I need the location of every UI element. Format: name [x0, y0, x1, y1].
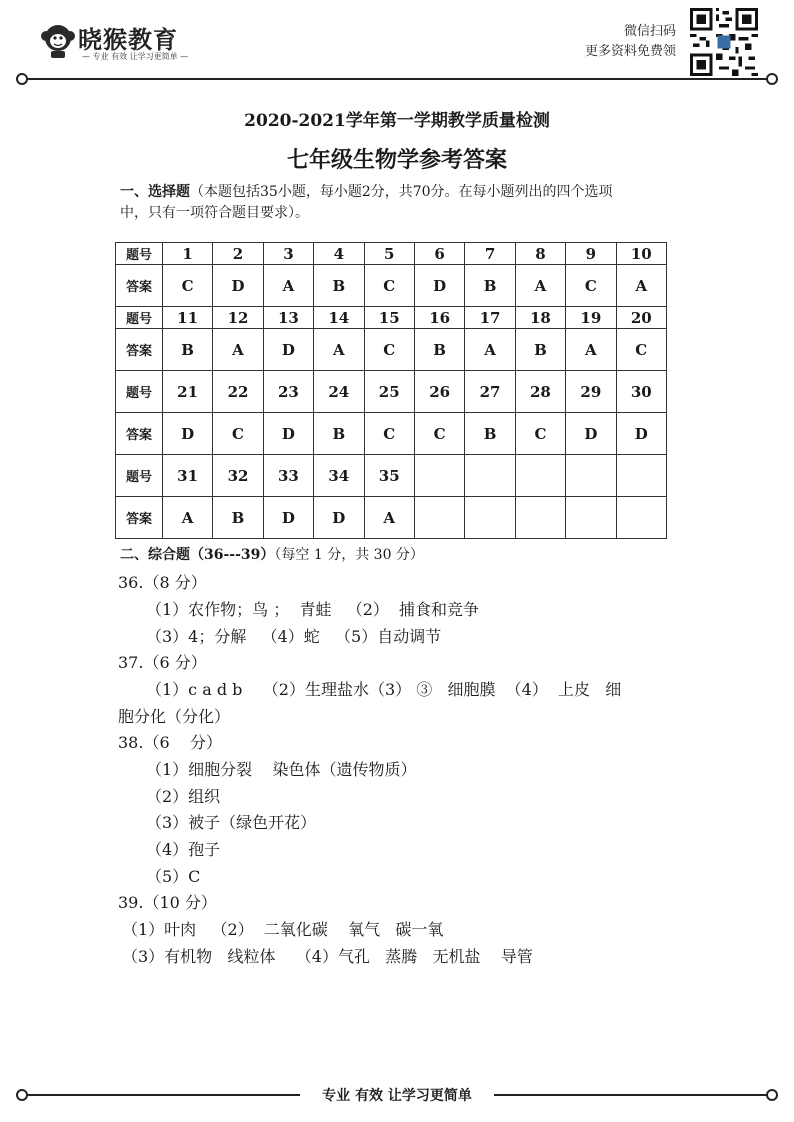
section2-heading: 二、综合题（36---39） [120, 547, 275, 563]
answer-cell: C [414, 413, 464, 455]
answer-cell: B [314, 265, 364, 307]
answer-line: （2）组织 [146, 787, 221, 806]
answer-cell: B [314, 413, 364, 455]
question-number: 8 [515, 243, 565, 265]
row-label-number: 题号 [116, 371, 163, 413]
answer-cell: C [566, 265, 616, 307]
answer-line: 胞分化（分化） [118, 707, 231, 726]
question-number: 2 [213, 243, 263, 265]
answer-line: （3）被子（绿色开花） [146, 813, 317, 832]
question-number: 7 [465, 243, 515, 265]
answer-line: （4）孢子 [146, 840, 221, 859]
answer-line: （1）c a d b （2）生理盐水（3） ③ 细胞膜 （4） 上皮 细 [146, 680, 622, 699]
answer-cell: D [566, 413, 616, 455]
question-number: 13 [263, 307, 313, 329]
row-label-answer: 答案 [116, 329, 163, 371]
answer-line: （3）有机物 线粒体 （4）气孔 蒸腾 无机盐 导管 [122, 947, 533, 966]
answer-cell: B [465, 413, 515, 455]
answer-cell: B [515, 329, 565, 371]
footer-slogan: 专业 有效 让学习更简单 [322, 1088, 472, 1104]
answer-cell: B [414, 329, 464, 371]
answer-line: （5）C [146, 867, 201, 886]
answer-cell: C [616, 329, 666, 371]
question-number: 14 [314, 307, 364, 329]
question-number: 21 [162, 371, 212, 413]
row-label-answer: 答案 [116, 413, 163, 455]
section2-note: （每空 1 分，共 30 分） [274, 547, 424, 563]
answer-line: 38.（6 分） [118, 733, 222, 752]
question-number: 26 [414, 371, 464, 413]
question-number: 3 [263, 243, 313, 265]
question-number: 1 [162, 243, 212, 265]
question-number: 28 [515, 371, 565, 413]
answer-cell: A [616, 265, 666, 307]
question-number: 15 [364, 307, 414, 329]
answer-cell: C [364, 413, 414, 455]
answer-line: （1）叶肉 （2） 二氧化碳 氧气 碳一氧 [122, 920, 444, 939]
answer-cell: D [414, 265, 464, 307]
row-label-answer: 答案 [116, 497, 163, 539]
question-number: 12 [213, 307, 263, 329]
question-number: 32 [213, 455, 263, 497]
question-number: 20 [616, 307, 666, 329]
answer-cell: D [263, 413, 313, 455]
answer-cell: A [465, 329, 515, 371]
question-number: 5 [364, 243, 414, 265]
answer-cell: D [616, 413, 666, 455]
answer-cell: A [515, 265, 565, 307]
question-number: 16 [414, 307, 464, 329]
answer-line: （1）农作物；鸟 ； 青蛙 （2） 捕食和竞争 [146, 600, 480, 619]
answer-cell: A [566, 329, 616, 371]
question-number: 10 [616, 243, 666, 265]
row-label-answer: 答案 [116, 265, 163, 307]
answer-cell: D [213, 265, 263, 307]
row-label-number: 题号 [116, 243, 163, 265]
question-number: 27 [465, 371, 515, 413]
question-number: 25 [364, 371, 414, 413]
answer-cell: A [364, 497, 414, 539]
answer-cell: A [213, 329, 263, 371]
question-number: 4 [314, 243, 364, 265]
question-number: 30 [616, 371, 666, 413]
answer-cell: D [162, 413, 212, 455]
question-number: 23 [263, 371, 313, 413]
question-number: 22 [213, 371, 263, 413]
answer-cell: A [314, 329, 364, 371]
question-number: 6 [414, 243, 464, 265]
question-number: 18 [515, 307, 565, 329]
answer-cell: C [364, 329, 414, 371]
answer-cell: C [213, 413, 263, 455]
question-number: 17 [465, 307, 515, 329]
answer-cell: B [213, 497, 263, 539]
row-label-number: 题号 [116, 307, 163, 329]
answer-line: （1）细胞分裂 染色体（遗传物质） [146, 760, 417, 779]
page-title: 2020-2021学年第一学期教学质量检测 [244, 111, 550, 131]
answer-line: 37.（6 分） [118, 653, 207, 672]
answer-cell: D [314, 497, 364, 539]
question-number: 29 [566, 371, 616, 413]
qr-caption-line2: 更多资料免费领 [584, 44, 676, 59]
answer-cell: B [162, 329, 212, 371]
question-number: 34 [314, 455, 364, 497]
qr-caption-line1: 微信扫码 [623, 24, 676, 39]
answer-line: （3）4；分解 （4）蛇 （5）自动调节 [146, 627, 442, 646]
answer-cell: D [263, 329, 313, 371]
section1-note: （本题包括35小题，每小题2分，共70分。在每小题列出的四个选项 [190, 184, 613, 200]
answer-cell: B [465, 265, 515, 307]
section1-heading: 一、选择题 [120, 184, 190, 200]
page-subtitle: 七年级生物学参考答案 [286, 147, 507, 173]
question-number: 24 [314, 371, 364, 413]
answer-line: 36.（8 分） [118, 573, 207, 592]
row-label-number: 题号 [116, 455, 163, 497]
question-number: 11 [162, 307, 212, 329]
question-number: 35 [364, 455, 414, 497]
question-number: 9 [566, 243, 616, 265]
answer-cell: C [515, 413, 565, 455]
answer-cell: C [364, 265, 414, 307]
question-number: 19 [566, 307, 616, 329]
answer-cell: A [263, 265, 313, 307]
section1-note-cont: 中，只有一项符合题目要求）。 [120, 205, 309, 221]
brand-name: 晓猴教育 [78, 26, 178, 54]
question-number: 33 [263, 455, 313, 497]
answer-cell: C [162, 265, 212, 307]
brand-tagline: — 专业 有效 让学习更简单 — [82, 52, 189, 61]
question-number: 31 [162, 455, 212, 497]
answer-cell: A [162, 497, 212, 539]
answer-line: 39.（10 分） [118, 893, 217, 912]
answer-cell: D [263, 497, 313, 539]
